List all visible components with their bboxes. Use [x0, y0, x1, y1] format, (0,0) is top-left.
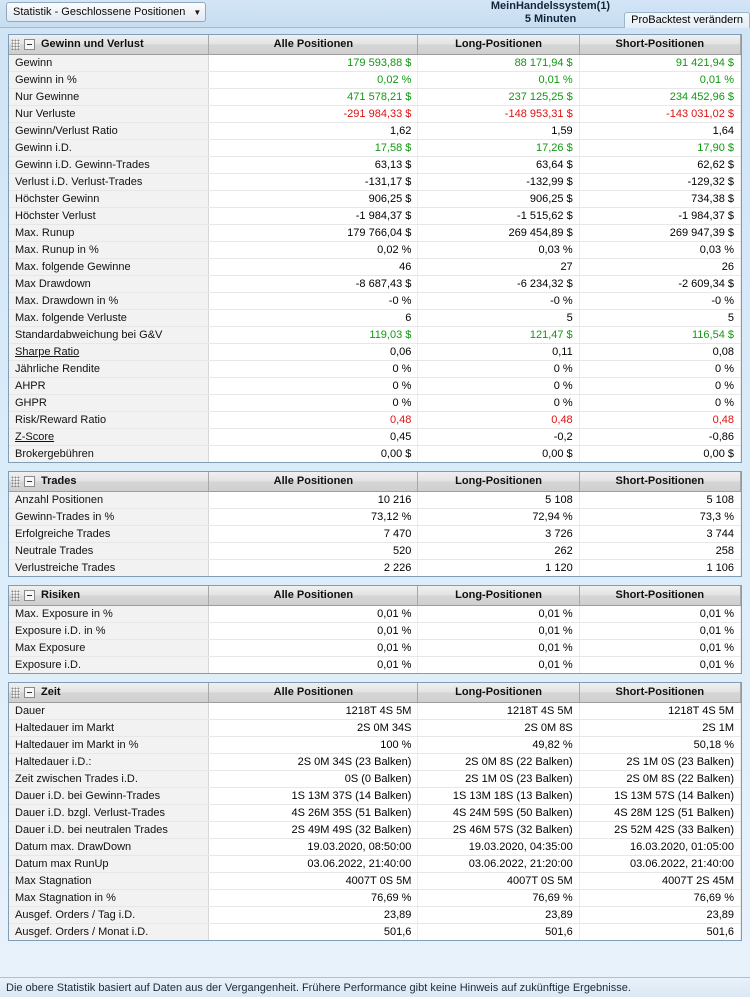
row-value-3: -0,86: [579, 428, 740, 445]
row-value-3: 23,89: [579, 906, 740, 923]
row-value-3: 26: [579, 258, 740, 275]
row-value-3: 1,64: [579, 122, 740, 139]
row-label: Ausgef. Orders / Tag i.D.: [9, 906, 209, 923]
row-value-2: 4007T 0S 5M: [418, 872, 579, 889]
row-label: Haltedauer i.D.:: [9, 753, 209, 770]
row-label: Verlust i.D. Verlust-Trades: [9, 173, 209, 190]
row-value-2: 17,26 $: [418, 139, 579, 156]
row-value-2: 0,03 %: [418, 241, 579, 258]
row-value-1: 119,03 $: [209, 326, 418, 343]
table-header-row: [9, 586, 741, 605]
table-row: [9, 622, 741, 639]
row-value-2: 76,69 %: [418, 889, 579, 906]
row-label: Max Stagnation: [9, 872, 209, 889]
panel-title: Gewinn und Verlust: [41, 38, 144, 51]
table-row: [9, 889, 741, 906]
collapse-toggle-icon[interactable]: [24, 476, 35, 487]
row-value-2: 0,00 $: [418, 445, 579, 462]
row-value-3: 0,01 %: [579, 605, 740, 622]
row-label: Max Stagnation in %: [9, 889, 209, 906]
row-value-2: 3 726: [418, 525, 579, 542]
table-row: [9, 139, 741, 156]
row-label: Anzahl Positionen: [9, 491, 209, 508]
column-header-3[interactable]: Short-Positionen: [579, 683, 740, 702]
row-value-2: -6 234,32 $: [418, 275, 579, 292]
row-value-3: 2S 0M 8S (22 Balken): [579, 770, 740, 787]
row-value-1: 19.03.2020, 08:50:00: [209, 838, 418, 855]
disclaimer-bar: [0, 977, 750, 997]
table-header-row: [9, 35, 741, 54]
row-label: Nur Verluste: [9, 105, 209, 122]
row-value-3: 3 744: [579, 525, 740, 542]
row-value-1: 1218T 4S 5M: [209, 702, 418, 719]
row-value-3: 258: [579, 542, 740, 559]
row-label: Verlustreiche Trades: [9, 559, 209, 576]
row-value-1: 0,48: [209, 411, 418, 428]
system-timeframe: 5 Minuten: [524, 13, 577, 25]
row-value-3: 116,54 $: [579, 326, 740, 343]
row-value-3: 0 %: [579, 377, 740, 394]
table-row: [9, 656, 741, 673]
row-value-1: 6: [209, 309, 418, 326]
row-value-2: 0,01 %: [418, 622, 579, 639]
row-value-2: 1S 13M 18S (13 Balken): [418, 787, 579, 804]
row-value-1: 471 578,21 $: [209, 88, 418, 105]
row-value-1: 0,06: [209, 343, 418, 360]
row-label: AHPR: [9, 377, 209, 394]
panel-header[interactable]: [9, 586, 209, 605]
row-label: Datum max RunUp: [9, 855, 209, 872]
panel-header[interactable]: [9, 35, 209, 54]
row-value-3: 2S 1M: [579, 719, 740, 736]
drag-handle-icon[interactable]: [11, 39, 20, 50]
row-value-1: 1S 13M 37S (14 Balken): [209, 787, 418, 804]
row-value-2: 1,59: [418, 122, 579, 139]
row-value-1: -131,17 $: [209, 173, 418, 190]
row-value-1: 2S 0M 34S (23 Balken): [209, 753, 418, 770]
row-value-3: 0 %: [579, 360, 740, 377]
row-value-3: 03.06.2022, 21:40:00: [579, 855, 740, 872]
row-value-1: 0,01 %: [209, 639, 418, 656]
row-value-1: 73,12 %: [209, 508, 418, 525]
row-label: Max Drawdown: [9, 275, 209, 292]
row-value-1: 0,01 %: [209, 605, 418, 622]
row-value-1: 23,89: [209, 906, 418, 923]
row-value-3: 0,01 %: [579, 622, 740, 639]
table-row: [9, 71, 741, 88]
row-label: Haltedauer im Markt: [9, 719, 209, 736]
table-row: [9, 821, 741, 838]
table-row: [9, 326, 741, 343]
row-value-2: 121,47 $: [418, 326, 579, 343]
row-value-2: 27: [418, 258, 579, 275]
row-value-3: -143 031,02 $: [579, 105, 740, 122]
row-value-2: 1 120: [418, 559, 579, 576]
row-label: Höchster Gewinn: [9, 190, 209, 207]
collapse-toggle-icon[interactable]: [24, 687, 35, 698]
panel-title: Risiken: [41, 589, 81, 602]
panel-3: [8, 585, 742, 674]
table-row: [9, 923, 741, 940]
row-value-1: -291 984,33 $: [209, 105, 418, 122]
row-value-1: 17,58 $: [209, 139, 418, 156]
row-value-2: 2S 46M 57S (32 Balken): [418, 821, 579, 838]
row-label: Gewinn: [9, 54, 209, 71]
row-label: Dauer: [9, 702, 209, 719]
row-label: Haltedauer im Markt in %: [9, 736, 209, 753]
row-value-2: 0,01 %: [418, 605, 579, 622]
row-label: Max. Runup: [9, 224, 209, 241]
row-value-1: 906,25 $: [209, 190, 418, 207]
row-value-2: 23,89: [418, 906, 579, 923]
row-value-3: 4S 28M 12S (51 Balken): [579, 804, 740, 821]
table-row: [9, 54, 741, 71]
column-header-2[interactable]: Long-Positionen: [418, 472, 579, 491]
table-row: [9, 207, 741, 224]
row-value-1: 4S 26M 35S (51 Balken): [209, 804, 418, 821]
row-value-2: 237 125,25 $: [418, 88, 579, 105]
row-label: Risk/Reward Ratio: [9, 411, 209, 428]
row-value-3: 0 %: [579, 394, 740, 411]
drag-handle-icon[interactable]: [11, 476, 20, 487]
table-row: [9, 525, 741, 542]
row-value-1: -0 %: [209, 292, 418, 309]
row-value-3: 1218T 4S 5M: [579, 702, 740, 719]
row-label: Dauer i.D. bei Gewinn-Trades: [9, 787, 209, 804]
row-value-2: 49,82 %: [418, 736, 579, 753]
row-value-2: -0 %: [418, 292, 579, 309]
row-value-1: 76,69 %: [209, 889, 418, 906]
row-value-2: 4S 24M 59S (50 Balken): [418, 804, 579, 821]
row-value-2: 0,48: [418, 411, 579, 428]
row-value-2: 5: [418, 309, 579, 326]
table-row: [9, 377, 741, 394]
table-row: [9, 394, 741, 411]
stats-table: [9, 35, 741, 462]
table-row: [9, 605, 741, 622]
table-row: [9, 787, 741, 804]
row-label: Max. Runup in %: [9, 241, 209, 258]
column-header-3[interactable]: Short-Positionen: [579, 35, 740, 54]
row-value-3: 0,01 %: [579, 71, 740, 88]
row-value-3: 4007T 2S 45M: [579, 872, 740, 889]
stats-table: [9, 586, 741, 673]
column-header-3[interactable]: Short-Positionen: [579, 472, 740, 491]
table-row: [9, 292, 741, 309]
row-value-2: -132,99 $: [418, 173, 579, 190]
row-value-1: 46: [209, 258, 418, 275]
drag-handle-icon[interactable]: [11, 687, 20, 698]
row-value-3: 2S 52M 42S (33 Balken): [579, 821, 740, 838]
row-value-2: 269 454,89 $: [418, 224, 579, 241]
top-right-group: [491, 0, 750, 28]
table-row: [9, 224, 741, 241]
row-value-1: 0,01 %: [209, 656, 418, 673]
row-value-3: 5: [579, 309, 740, 326]
row-label: Max. folgende Gewinne: [9, 258, 209, 275]
column-header-1[interactable]: Alle Positionen: [209, 35, 418, 54]
row-value-1: 520: [209, 542, 418, 559]
row-value-1: 0,45: [209, 428, 418, 445]
panel-title: Trades: [41, 475, 77, 488]
row-value-2: -148 953,31 $: [418, 105, 579, 122]
row-value-3: 2S 1M 0S (23 Balken): [579, 753, 740, 770]
chevron-down-icon: ▼: [193, 7, 202, 17]
table-row: [9, 855, 741, 872]
system-name-line1: MeinHandelssystem(1): [490, 0, 611, 12]
row-label: Sharpe Ratio: [9, 343, 209, 360]
row-value-3: 734,38 $: [579, 190, 740, 207]
table-header-row: [9, 472, 741, 491]
row-label: Gewinn i.D.: [9, 139, 209, 156]
table-row: [9, 736, 741, 753]
row-value-3: 0,03 %: [579, 241, 740, 258]
row-label: Datum max. DrawDown: [9, 838, 209, 855]
panel-1: [8, 34, 742, 463]
row-value-3: -129,32 $: [579, 173, 740, 190]
row-value-3: 0,08: [579, 343, 740, 360]
row-value-1: 179 766,04 $: [209, 224, 418, 241]
table-row: [9, 241, 741, 258]
panel-header[interactable]: [9, 683, 209, 702]
column-header-2[interactable]: Long-Positionen: [418, 35, 579, 54]
column-header-1[interactable]: Alle Positionen: [209, 472, 418, 491]
row-value-2: 72,94 %: [418, 508, 579, 525]
stats-table: [9, 472, 741, 576]
table-row: [9, 906, 741, 923]
row-label: Ausgef. Orders / Monat i.D.: [9, 923, 209, 940]
column-header-1[interactable]: Alle Positionen: [209, 586, 418, 605]
table-row: [9, 173, 741, 190]
row-value-3: -2 609,34 $: [579, 275, 740, 292]
table-row: [9, 275, 741, 292]
row-value-1: 0,02 %: [209, 241, 418, 258]
row-value-3: 1S 13M 57S (14 Balken): [579, 787, 740, 804]
row-value-2: 2S 0M 8S: [418, 719, 579, 736]
row-value-1: 4007T 0S 5M: [209, 872, 418, 889]
row-value-2: 0 %: [418, 360, 579, 377]
row-value-3: -1 984,37 $: [579, 207, 740, 224]
row-value-3: 50,18 %: [579, 736, 740, 753]
row-value-2: 906,25 $: [418, 190, 579, 207]
top-toolbar: [0, 0, 750, 28]
row-value-3: 76,69 %: [579, 889, 740, 906]
panel-2: [8, 471, 742, 577]
row-value-1: 100 %: [209, 736, 418, 753]
row-value-3: 501,6: [579, 923, 740, 940]
column-header-1[interactable]: Alle Positionen: [209, 683, 418, 702]
row-value-2: 0,01 %: [418, 71, 579, 88]
row-label: Dauer i.D. bei neutralen Trades: [9, 821, 209, 838]
row-label: Gewinn/Verlust Ratio: [9, 122, 209, 139]
table-row: [9, 156, 741, 173]
row-value-3: 0,01 %: [579, 639, 740, 656]
row-value-2: 501,6: [418, 923, 579, 940]
stats-table: [9, 683, 741, 940]
row-value-1: 0,02 %: [209, 71, 418, 88]
row-value-2: -1 515,62 $: [418, 207, 579, 224]
panel-header[interactable]: [9, 472, 209, 491]
table-row: [9, 122, 741, 139]
statistics-view-select-label: Statistik - Geschlossene Positionen: [13, 6, 186, 18]
table-row: [9, 445, 741, 462]
table-header-row: [9, 683, 741, 702]
row-label: Höchster Verlust: [9, 207, 209, 224]
row-value-1: 1,62: [209, 122, 418, 139]
row-label: Zeit zwischen Trades i.D.: [9, 770, 209, 787]
row-value-3: 91 421,94 $: [579, 54, 740, 71]
row-label: Gewinn in %: [9, 71, 209, 88]
row-value-3: 269 947,39 $: [579, 224, 740, 241]
row-label: Gewinn-Trades in %: [9, 508, 209, 525]
row-value-1: 2S 0M 34S: [209, 719, 418, 736]
row-value-3: 73,3 %: [579, 508, 740, 525]
table-row: [9, 190, 741, 207]
table-row: [9, 258, 741, 275]
row-label: Standardabweichung bei G&V: [9, 326, 209, 343]
row-value-1: 0 %: [209, 360, 418, 377]
row-value-2: 63,64 $: [418, 156, 579, 173]
system-name: [491, 0, 624, 26]
row-value-1: 0 %: [209, 377, 418, 394]
panel-title: Zeit: [41, 686, 61, 699]
row-value-1: 7 470: [209, 525, 418, 542]
row-value-3: 16.03.2020, 01:05:00: [579, 838, 740, 855]
row-value-1: 2 226: [209, 559, 418, 576]
collapse-toggle-icon[interactable]: [24, 39, 35, 50]
table-row: [9, 309, 741, 326]
table-row: [9, 491, 741, 508]
row-value-3: 234 452,96 $: [579, 88, 740, 105]
row-value-3: 1 106: [579, 559, 740, 576]
table-row: [9, 88, 741, 105]
table-row: [9, 753, 741, 770]
row-value-2: 0 %: [418, 377, 579, 394]
row-value-1: 0S (0 Balken): [209, 770, 418, 787]
row-label: Gewinn i.D. Gewinn-Trades: [9, 156, 209, 173]
table-row: [9, 428, 741, 445]
column-header-2[interactable]: Long-Positionen: [418, 683, 579, 702]
row-label: Z-Score: [9, 428, 209, 445]
row-value-1: 2S 49M 49S (32 Balken): [209, 821, 418, 838]
row-value-1: -8 687,43 $: [209, 275, 418, 292]
row-value-1: 501,6: [209, 923, 418, 940]
table-row: [9, 343, 741, 360]
table-row: [9, 770, 741, 787]
table-row: [9, 719, 741, 736]
row-value-3: 17,90 $: [579, 139, 740, 156]
table-row: [9, 559, 741, 576]
table-row: [9, 508, 741, 525]
row-value-3: 62,62 $: [579, 156, 740, 173]
table-row: [9, 838, 741, 855]
column-header-2[interactable]: Long-Positionen: [418, 586, 579, 605]
row-value-2: 0,01 %: [418, 656, 579, 673]
row-value-2: 262: [418, 542, 579, 559]
row-label: Max. Exposure in %: [9, 605, 209, 622]
row-value-2: 03.06.2022, 21:20:00: [418, 855, 579, 872]
row-value-2: 1218T 4S 5M: [418, 702, 579, 719]
row-value-2: 2S 1M 0S (23 Balken): [418, 770, 579, 787]
row-value-1: 10 216: [209, 491, 418, 508]
table-row: [9, 872, 741, 889]
table-row: [9, 542, 741, 559]
row-label: Max Exposure: [9, 639, 209, 656]
table-row: [9, 702, 741, 719]
row-label: Max. Drawdown in %: [9, 292, 209, 309]
row-value-3: 5 108: [579, 491, 740, 508]
row-value-3: -0 %: [579, 292, 740, 309]
row-value-1: 179 593,88 $: [209, 54, 418, 71]
panel-4: [8, 682, 742, 941]
table-row: [9, 639, 741, 656]
row-label: Nur Gewinne: [9, 88, 209, 105]
row-value-3: 0,01 %: [579, 656, 740, 673]
table-row: [9, 804, 741, 821]
row-label: Dauer i.D. bzgl. Verlust-Trades: [9, 804, 209, 821]
row-value-2: 0 %: [418, 394, 579, 411]
row-value-2: 19.03.2020, 04:35:00: [418, 838, 579, 855]
row-value-1: 0,01 %: [209, 622, 418, 639]
column-header-3[interactable]: Short-Positionen: [579, 586, 740, 605]
row-label: Neutrale Trades: [9, 542, 209, 559]
row-value-2: -0,2: [418, 428, 579, 445]
row-label: Exposure i.D.: [9, 656, 209, 673]
row-label: GHPR: [9, 394, 209, 411]
row-value-2: 88 171,94 $: [418, 54, 579, 71]
row-value-3: 0,48: [579, 411, 740, 428]
tab-probacktest-edit[interactable]: ProBacktest verändern: [624, 12, 750, 28]
row-label: Max. folgende Verluste: [9, 309, 209, 326]
row-value-2: 2S 0M 8S (22 Balken): [418, 753, 579, 770]
table-row: [9, 360, 741, 377]
row-value-1: 0 %: [209, 394, 418, 411]
row-value-2: 5 108: [418, 491, 579, 508]
row-label: Brokergebühren: [9, 445, 209, 462]
panel-list: [8, 34, 742, 941]
statistics-view-select[interactable]: [6, 2, 206, 22]
row-label: Exposure i.D. in %: [9, 622, 209, 639]
statistics-content: [0, 28, 750, 941]
row-label: Erfolgreiche Trades: [9, 525, 209, 542]
row-value-3: 0,00 $: [579, 445, 740, 462]
row-label: Jährliche Rendite: [9, 360, 209, 377]
collapse-toggle-icon[interactable]: [24, 590, 35, 601]
disclaimer-text: Die obere Statistik basiert auf Daten aus der Vergangenheit. Frühere Performance gibt keine Hinweis auf zukünftige Ergebnisse.: [6, 981, 631, 994]
row-value-1: -1 984,37 $: [209, 207, 418, 224]
row-value-2: 0,01 %: [418, 639, 579, 656]
row-value-1: 63,13 $: [209, 156, 418, 173]
row-value-1: 03.06.2022, 21:40:00: [209, 855, 418, 872]
row-value-2: 0,11: [418, 343, 579, 360]
table-row: [9, 411, 741, 428]
row-value-1: 0,00 $: [209, 445, 418, 462]
drag-handle-icon[interactable]: [11, 590, 20, 601]
table-row: [9, 105, 741, 122]
